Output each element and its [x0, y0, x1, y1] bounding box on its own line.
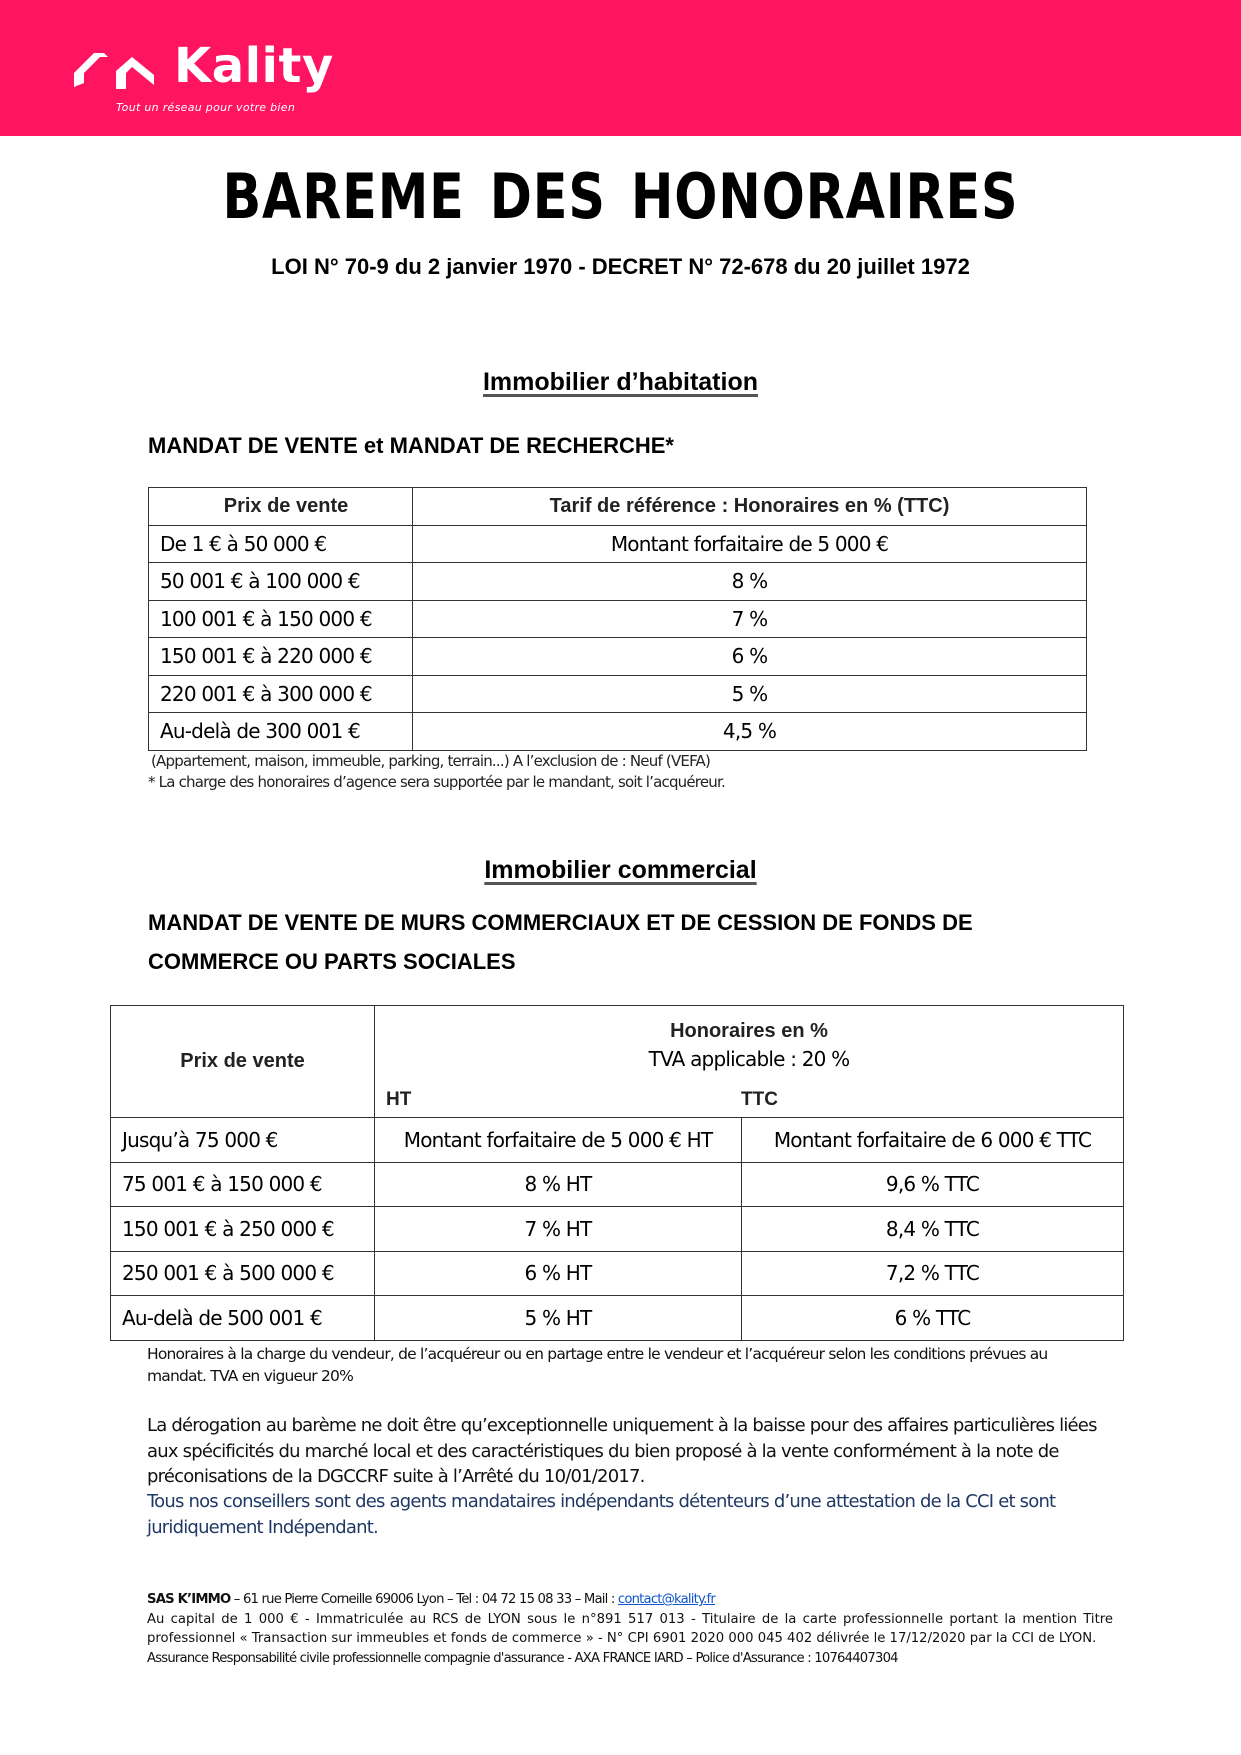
habitation-charge-note: * La charge des honoraires d’agence sera supportée par le mandant, soit l’acquéreur. — [148, 773, 725, 791]
mandat-title-habitation: MANDAT DE VENTE et MANDAT DE RECHERCHE* — [148, 433, 674, 458]
fees-header-title: Honoraires en % — [670, 1020, 828, 1042]
ttc-header: TTC — [741, 1089, 778, 1110]
derogation-paragraph: La dérogation au barème ne doit être qu’exceptionnelle uniquement à la baisse pour des affaires particulières liées aux spécificités du marché local et des caractéristiques du bien proposé à la vente conformément à la note de préconisations de la DGCCRF suite à l’Arrêté du 10/01/2017. — [147, 1415, 1097, 1487]
mandat-title-commercial-line2: COMMERCE OU PARTS SOCIALES — [148, 949, 516, 974]
table-row — [149, 713, 1087, 751]
price-range-cell: 250 001 € à 500 000 € — [111, 1251, 375, 1296]
insurance-line: Assurance Responsabilité civile professionnelle compagnie d'assurance - AXA FRANCE IARD – Police d'Assurance : 10764407304 — [147, 1650, 898, 1666]
habitation-fee-table — [148, 487, 1087, 751]
tva-header: TVA applicable : 20 % — [648, 1047, 850, 1071]
column-header-fees — [375, 1006, 1124, 1118]
price-range-cell: 150 001 € à 250 000 € — [111, 1207, 375, 1252]
advisors-note: Tous nos conseillers sont des agents mandataires indépendants détenteurs d’une attestation de la CCI et sont juridiquement Indépendant. — [147, 1491, 1056, 1538]
table-header-row — [111, 1006, 1124, 1118]
price-range-cell: 150 001 € à 220 000 € — [149, 638, 413, 676]
contact-email-link[interactable]: contact@kality.fr — [617, 1592, 716, 1607]
roof-icon — [74, 49, 168, 91]
table-row — [111, 1296, 1124, 1341]
brand-tagline: Tout un réseau pour votre bien — [116, 101, 296, 114]
fee-ht-cell: 5 % HT — [375, 1296, 742, 1341]
table-row — [149, 525, 1087, 563]
table-row — [149, 563, 1087, 601]
column-header-rate: Tarif de référence : Honoraires en % (TTC) — [413, 488, 1087, 526]
price-range-cell: Jusqu’à 75 000 € — [111, 1118, 375, 1163]
fee-cell: 4,5 % — [413, 713, 1087, 751]
price-range-cell: 100 001 € à 150 000 € — [149, 600, 413, 638]
price-range-cell: De 1 € à 50 000 € — [149, 525, 413, 563]
table-row — [111, 1118, 1124, 1163]
section-title-commercial: Immobilier commercial — [484, 856, 757, 884]
fee-ttc-cell: 8,4 % TTC — [742, 1207, 1124, 1252]
fee-cell: 6 % — [413, 638, 1087, 676]
table-row — [149, 638, 1087, 676]
price-range-cell: Au-delà de 500 001 € — [111, 1296, 375, 1341]
table-row — [149, 600, 1087, 638]
fee-ht-cell: 6 % HT — [375, 1251, 742, 1296]
fee-ht-cell: 7 % HT — [375, 1207, 742, 1252]
mandat-title-commercial-line1: MANDAT DE VENTE DE MURS COMMERCIAUX ET DE CESSION DE FONDS DE — [148, 910, 973, 935]
price-range-cell: 220 001 € à 300 000 € — [149, 675, 413, 713]
fee-ht-cell: Montant forfaitaire de 5 000 € HT — [375, 1118, 742, 1163]
kality-logo — [74, 38, 334, 94]
page-title: BAREME DES HONORAIRES — [222, 160, 1019, 233]
table-header-row — [149, 488, 1087, 526]
habitation-scope-note: (Appartement, maison, immeuble, parking, terrain...) A l’exclusion de : Neuf (VEFA) — [151, 752, 711, 770]
fee-cell: Montant forfaitaire de 5 000 € — [413, 525, 1087, 563]
commercial-fee-table — [110, 1005, 1124, 1341]
section-title-habitation: Immobilier d’habitation — [482, 368, 758, 396]
company-name: SAS K’IMMO — [147, 1592, 231, 1607]
fee-cell: 5 % — [413, 675, 1087, 713]
company-contact-line — [147, 1590, 1113, 1610]
price-range-cell: 75 001 € à 150 000 € — [111, 1162, 375, 1207]
table-row — [111, 1207, 1124, 1252]
fee-ttc-cell: 7,2 % TTC — [742, 1251, 1124, 1296]
law-reference: LOI N° 70-9 du 2 janvier 1970 - DECRET N° 72-678 du 20 juillet 1972 — [271, 254, 970, 279]
fee-ttc-cell: 9,6 % TTC — [742, 1162, 1124, 1207]
brand-name: Kality — [174, 38, 334, 94]
price-range-cell: 50 001 € à 100 000 € — [149, 563, 413, 601]
fee-ttc-cell: Montant forfaitaire de 6 000 € TTC — [742, 1118, 1124, 1163]
fee-ttc-cell: 6 % TTC — [742, 1296, 1124, 1341]
column-header-price: Prix de vente — [111, 1006, 375, 1118]
table-row — [149, 675, 1087, 713]
table-row — [111, 1162, 1124, 1207]
column-header-price: Prix de vente — [149, 488, 413, 526]
ht-header: HT — [386, 1089, 412, 1110]
fee-cell: 7 % — [413, 600, 1087, 638]
price-range-cell: Au-delà de 300 001 € — [149, 713, 413, 751]
header-band — [0, 0, 1241, 136]
table-row — [111, 1251, 1124, 1296]
commercial-charge-note: Honoraires à la charge du vendeur, de l’acquéreur ou en partage entre le vendeur et l’acquéreur selon les conditions prévues au mandat. TVA en vigueur 20% — [147, 1345, 1048, 1385]
legal-registration: Au capital de 1 000 € - Immatriculée au RCS de LYON sous le n°891 517 013 - Titulaire de la carte professionnelle portant la mention Titre professionnel « Transaction sur immeubles et fonds de commerce » - N° CPI 6901 2020 000 045 402 délivrée le 17/12/2020 par la CCI de LYON. — [147, 1611, 1113, 1646]
legal-footer — [147, 1590, 1113, 1668]
fee-ht-cell: 8 % HT — [375, 1162, 742, 1207]
fee-cell: 8 % — [413, 563, 1087, 601]
company-address: – 61 rue Pierre Corneille 69006 Lyon – Tel : 04 72 15 08 33 – Mail : — [230, 1592, 618, 1607]
